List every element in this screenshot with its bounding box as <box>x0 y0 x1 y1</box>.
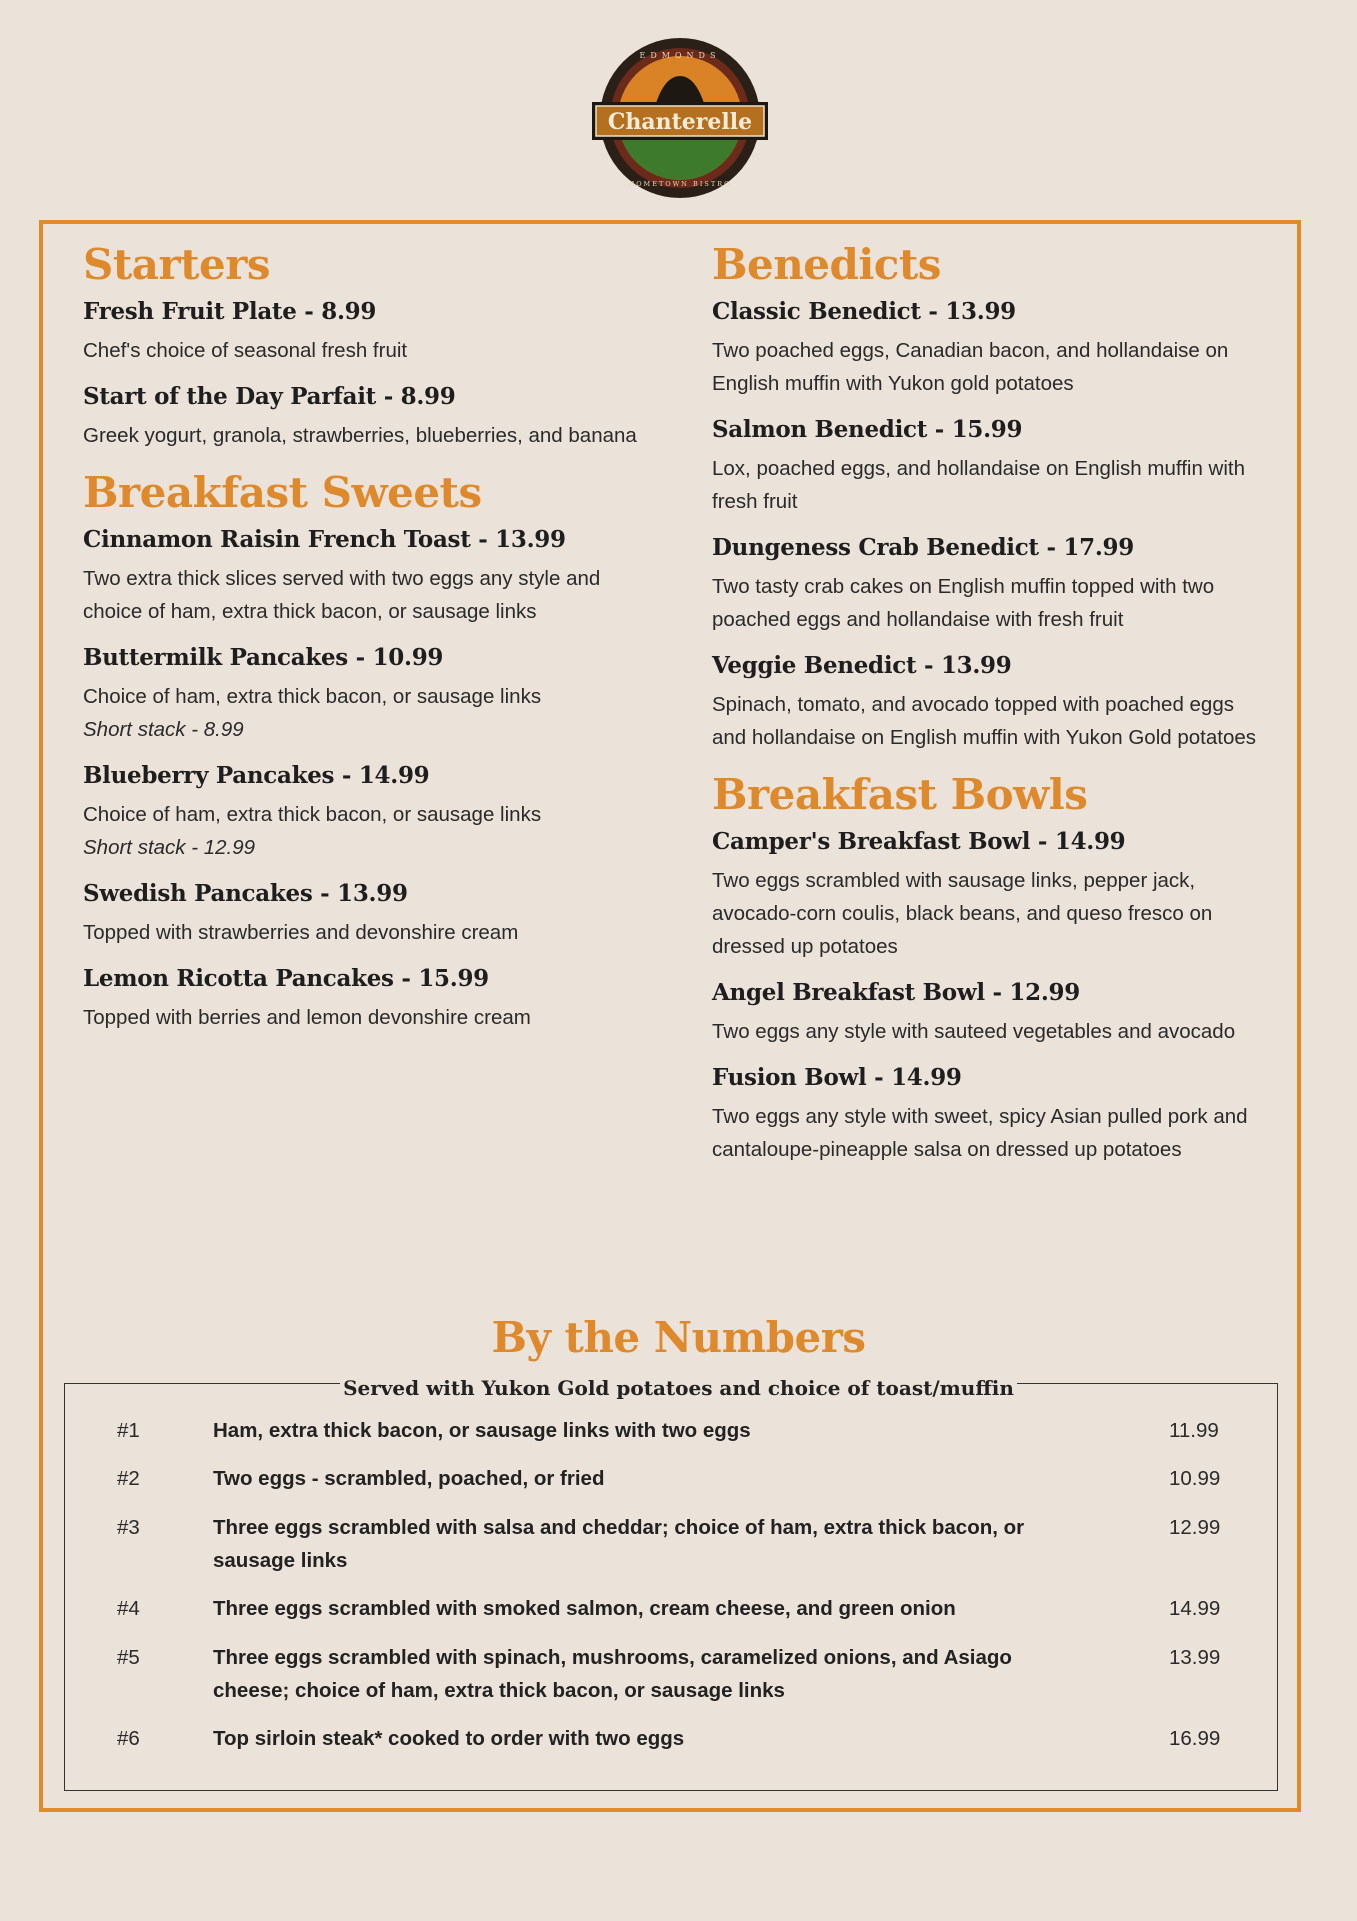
row-desc: Three eggs scrambled with salsa and cheddar; choice of ham, extra thick bacon, or sausage links <box>213 1516 1025 1572</box>
item-name: Cinnamon Raisin French Toast - 13.99 <box>83 526 566 553</box>
row-price: 11.99 <box>1169 1419 1219 1442</box>
item-name: Swedish Pancakes - 13.99 <box>83 880 408 907</box>
section-title: Breakfast Bowls <box>712 770 1088 819</box>
starters-section <box>83 238 643 452</box>
item-note: Short stack - 12.99 <box>83 836 256 859</box>
logo-top-text: EDMONDS <box>639 51 721 60</box>
row-number: #5 <box>117 1646 140 1669</box>
section-title: Starters <box>83 240 270 289</box>
item-desc: Two eggs any style with sweet, spicy Asian pulled pork and cantaloupe-pineapple salsa on dressed up potatoes <box>712 1105 1248 1161</box>
row-price: 10.99 <box>1169 1467 1221 1490</box>
row-number: #4 <box>117 1597 140 1620</box>
row-desc: Ham, extra thick bacon, or sausage links with two eggs <box>213 1419 751 1442</box>
section-title: Breakfast Sweets <box>83 468 482 517</box>
numbers-title: By the Numbers <box>491 1313 866 1362</box>
row-desc: Three eggs scrambled with spinach, mushrooms, caramelized onions, and Asiago cheese; choice of ham, extra thick bacon, or sausage links <box>213 1646 1012 1702</box>
item-name: Start of the Day Parfait - 8.99 <box>83 383 456 410</box>
item-desc: Choice of ham, extra thick bacon, or sausage links <box>83 685 542 708</box>
item-name: Blueberry Pancakes - 14.99 <box>83 762 430 789</box>
item-name: Dungeness Crab Benedict - 17.99 <box>712 534 1134 561</box>
item-name: Camper's Breakfast Bowl - 14.99 <box>712 828 1126 855</box>
chanterelle-logo <box>590 36 770 200</box>
item-desc-block <box>83 798 643 864</box>
item-desc-block <box>83 680 643 746</box>
item-name: Classic Benedict - 13.99 <box>712 298 1016 325</box>
item-note: Short stack - 8.99 <box>83 718 244 741</box>
row-price: 12.99 <box>1169 1516 1221 1539</box>
item-name: Angel Breakfast Bowl - 12.99 <box>712 979 1080 1006</box>
breakfast-bowls-section <box>712 768 1272 1166</box>
item-desc: Spinach, tomato, and avocado topped with poached eggs and hollandaise on English muffin with Yukon Gold potatoes <box>712 693 1257 749</box>
item-desc: Greek yogurt, granola, strawberries, blueberries, and banana <box>83 424 637 447</box>
item-name: Fresh Fruit Plate - 8.99 <box>83 298 377 325</box>
row-number: #6 <box>117 1727 140 1750</box>
item-desc: Lox, poached eggs, and hollandaise on English muffin with fresh fruit <box>712 457 1245 513</box>
item-name: Lemon Ricotta Pancakes - 15.99 <box>83 965 489 992</box>
row-price: 16.99 <box>1169 1727 1221 1750</box>
logo-bottom-text: HOMETOWN BISTRO <box>628 180 732 188</box>
row-number: #1 <box>117 1419 140 1442</box>
item-desc: Two tasty crab cakes on English muffin topped with two poached eggs and hollandaise with fresh fruit <box>712 575 1215 631</box>
breakfast-sweets-section <box>83 466 643 1034</box>
numbers-subtitle: Served with Yukon Gold potatoes and choice of toast/muffin <box>340 1373 1017 1403</box>
section-title: Benedicts <box>712 240 941 289</box>
left-column <box>83 238 643 1048</box>
item-name: Veggie Benedict - 13.99 <box>712 652 1012 679</box>
item-desc: Topped with berries and lemon devonshire cream <box>83 1006 531 1029</box>
item-desc: Two eggs any style with sauteed vegetables and avocado <box>712 1020 1236 1043</box>
item-desc: Chef's choice of seasonal fresh fruit <box>83 339 408 362</box>
item-desc: Choice of ham, extra thick bacon, or sausage links <box>83 803 542 826</box>
row-desc: Two eggs - scrambled, poached, or fried <box>213 1467 605 1490</box>
row-desc: Three eggs scrambled with smoked salmon, cream cheese, and green onion <box>213 1597 956 1620</box>
row-number: #2 <box>117 1467 140 1490</box>
item-desc: Two extra thick slices served with two eggs any style and choice of ham, extra thick bacon, or sausage links <box>83 567 601 623</box>
logo-wordmark: Chanterelle <box>607 109 753 135</box>
item-desc: Topped with strawberries and devonshire cream <box>83 921 519 944</box>
item-name: Fusion Bowl - 14.99 <box>712 1064 962 1091</box>
row-price: 13.99 <box>1169 1646 1221 1669</box>
item-desc: Two eggs scrambled with sausage links, pepper jack, avocado-corn coulis, black beans, and queso fresco on dressed up potatoes <box>712 869 1213 958</box>
item-name: Salmon Benedict - 15.99 <box>712 416 1023 443</box>
item-name: Buttermilk Pancakes - 10.99 <box>83 644 444 671</box>
row-desc: Top sirloin steak* cooked to order with two eggs <box>213 1727 685 1750</box>
row-price: 14.99 <box>1169 1597 1221 1620</box>
right-column <box>712 238 1272 1180</box>
row-number: #3 <box>117 1516 140 1539</box>
benedicts-section <box>712 238 1272 754</box>
item-desc: Two poached eggs, Canadian bacon, and hollandaise on English muffin with Yukon gold potatoes <box>712 339 1229 395</box>
